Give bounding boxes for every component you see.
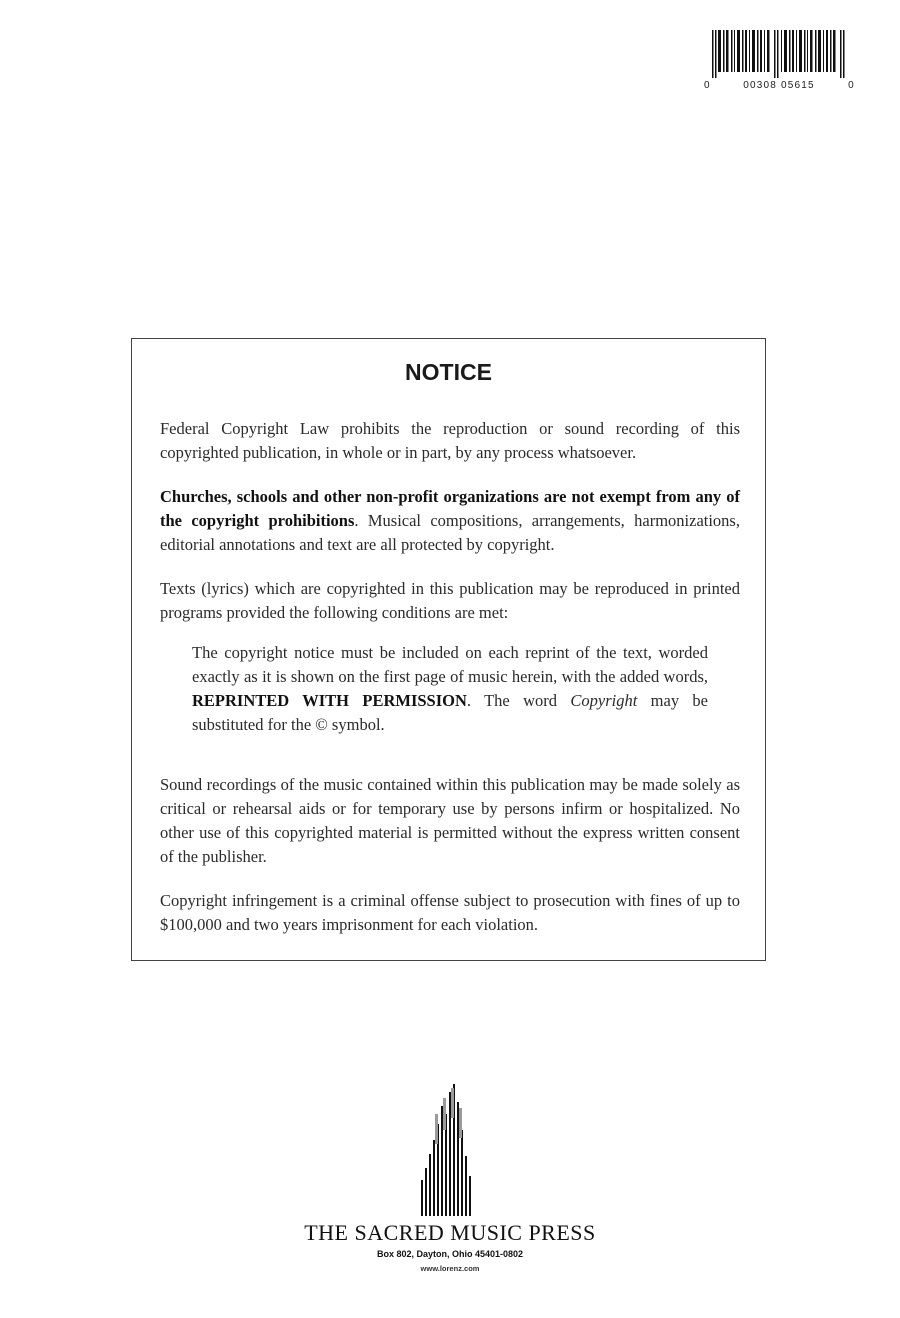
reprint-text-c: may be substituted for the © symbol. [192, 691, 709, 734]
publisher-address: Box 802, Dayton, Ohio 45401-0802 [376, 1249, 524, 1259]
notice-paragraph-sound-recordings: Sound recordings of the music contained within this publication may be made solely as critical or rehearsal aids or for temporary use by persons infirm or hospitalized. No other use of this copyrighted material is permitted without the express written consent of the publisher. [160, 775, 740, 866]
notice-paragraph-not-exempt [160, 485, 740, 557]
notice-box [131, 338, 766, 961]
barcode-digit-left: 0 [704, 80, 710, 91]
reprinted-with-permission-text: REPRINTED WITH PERMISSION [192, 691, 467, 710]
notice-paragraph-reprint-conditions [192, 641, 708, 737]
copyright-word-italic: Copyright [570, 691, 638, 710]
publisher-url: www.lorenz.com [420, 1264, 480, 1273]
notice-paragraph-texts-lyrics: Texts (lyrics) which are copyrighted in this publication may be reproduced in printed programs provided the following conditions are met: [160, 579, 740, 622]
barcode [704, 30, 854, 100]
barcode-digit-right: 0 [848, 80, 854, 91]
barcode-bars [704, 30, 854, 78]
reprint-text-b: . The word [466, 691, 571, 710]
not-exempt-rest-text: . Musical compositions, arrangements, harmonizations, editorial annotations and text are all protected by copyright. [160, 511, 740, 554]
reprint-text-a: The copyright notice must be included on each reprint of the text, worded exactly as it is shown on the first page of music herein, with the added words, [192, 643, 708, 686]
publisher-name: THE SACRED MUSIC PRESS [304, 1220, 596, 1245]
organ-pipes-icon [419, 1084, 471, 1216]
not-exempt-bold-text: Churches, schools and other non-profit organizations are not exempt from any of the copyright prohibitions [160, 487, 740, 530]
notice-paragraph-federal-law: Federal Copyright Law prohibits the reproduction or sound recording of this copyrighted publication, in whole or in part, by any process whatsoever. [160, 419, 740, 462]
barcode-digits-middle: 00308 05615 [743, 80, 815, 91]
notice-title: NOTICE [405, 359, 492, 385]
notice-paragraph-infringement: Copyright infringement is a criminal offense subject to prosecution with fines of up to $100,000 and two years imprisonment for each violation. [160, 891, 740, 934]
barcode-number [704, 80, 854, 91]
publisher-logo [0, 1084, 900, 1314]
